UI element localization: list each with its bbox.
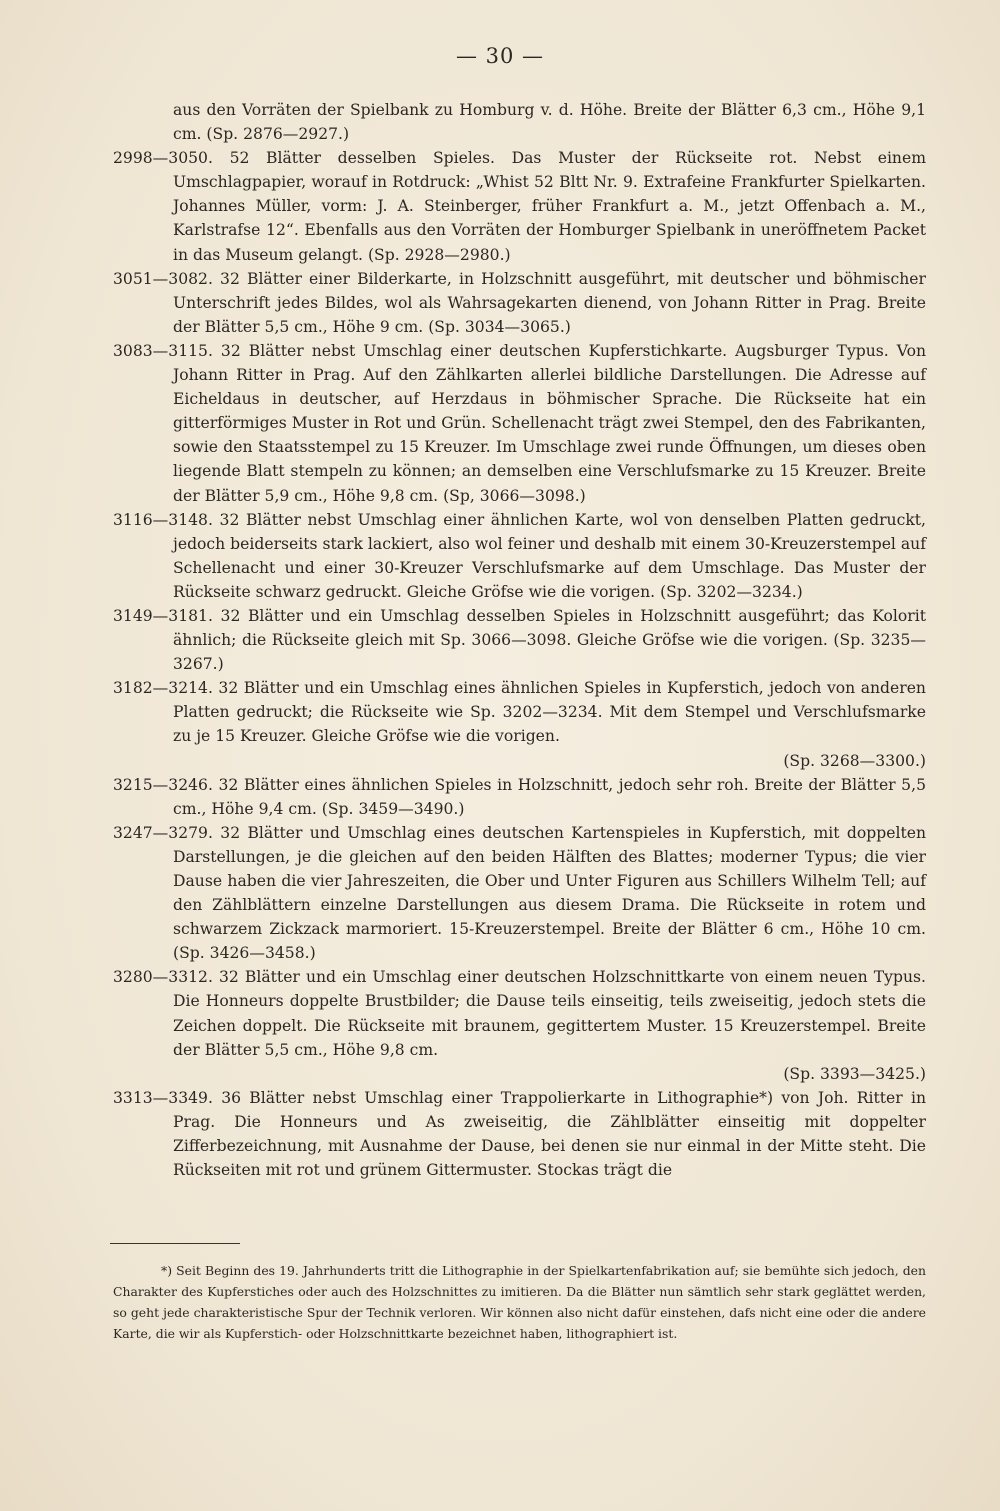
entry-text: 36 Blätter nebst Umschlag einer Trappolierkarte in Lithographie*) von Joh. Ritter in Prag. Die Honneurs und As zweiseitig, die Zählblätter einseitig mit doppelter Zifferbezeichnung, mit Ausnahme der Dause, bei denen sie nur einmal in der Mitte steht. Die Rückseiten mit rot und grünem Gittermuster. Stockas trägt die: [173, 1088, 926, 1180]
entry-number: 3313—3349.: [113, 1088, 213, 1107]
entry-number: 3182—3214.: [113, 679, 213, 698]
entry-text: 32 Blätter nebst Umschlag einer deutschen Kupferstichkarte. Augsburger Typus. Von Johann Ritter in Prag. Auf den Zählkarten allerlei bildliche Darstellungen. Die Adresse auf Eicheldaus in deutscher, auf Herzdaus in böhmischer Sprache. Die Rückseite hat ein gitterförmiges Muster in Rot und Grün. Schellenacht trägt zwei Stempel, den des Fabrikanten, sowie den Staatsstempel zu 15 Kreuzer. Im Umschlage zwei runde Öffnungen, um dieses oben liegende Blatt stempeln zu können; an demselben eine Verschlufsmarke zu 15 Kreuzer. Breite der Blätter 5,9 cm., Höhe 9,8 cm. (Sp, 3066—3098.): [173, 341, 926, 505]
entry-number: 3051—3082.: [113, 269, 213, 288]
entry-number: 3247—3279.: [113, 823, 213, 842]
catalog-entry: [113, 604, 926, 676]
catalog-entry: [113, 676, 926, 748]
catalog-entry: [113, 508, 926, 604]
catalog-entry: [113, 146, 926, 266]
entry-continuation: aus den Vorräten der Spielbank zu Homburg v. d. Höhe. Breite der Blätter 6,3 cm., Höhe 9,1 cm. (Sp. 2876—2927.): [173, 101, 926, 144]
catalog-entry: [113, 1086, 926, 1182]
entry-number: 3116—3148.: [113, 510, 213, 529]
catalog-entry: [113, 965, 926, 1061]
entry-text: 32 Blätter und ein Umschlag eines ähnlichen Spieles in Kupferstich, jedoch von anderen Platten gedruckt; die Rückseite wie Sp. 3202—3234. Mit dem Stempel und Verschlufsmarke zu je 15 Kreuzer. Gleiche Gröfse wie die vorigen.: [173, 679, 926, 746]
footnote-divider: [110, 1243, 240, 1244]
catalog-entry: [113, 267, 926, 339]
entry-text: 52 Blätter desselben Spieles. Das Muster der Rückseite rot. Nebst einem Umschlagpapier, worauf in Rotdruck: „Whist 52 Bltt Nr. 9. Extrafeine Frankfurter Spielkarten. Johannes Müller, vorm: J. A. Steinberger, früher Frankfurt a. M., jetzt Offenbach a. M., Karlstrafse 12“. Ebenfalls aus den Vorräten der Homburger Spielbank in uneröffnetem Packet in das Museum gelangt. (Sp. 2928—2980.): [173, 149, 926, 264]
entry-text: 32 Blätter nebst Umschlag einer ähnlichen Karte, wol von denselben Platten gedruckt, jedoch beiderseits stark lackiert, also wol feiner und deshalb mit einem 30-Kreuzerstempel auf Schellenacht und einer 30-Kreuzer Verschlufsmarke auf dem Umschlage. Das Muster der Rückseite schwarz gedruckt. Gleiche Gröfse wie die vorigen. (Sp. 3202—3234.): [173, 510, 926, 601]
catalog-entry: [113, 821, 926, 966]
entry-text: 32 Blätter einer Bilderkarte, in Holzschnitt ausgeführt, mit deutscher und böhmischer Unterschrift jedes Bildes, wol als Wahrsagekarten dienend, von Johann Ritter in Prag. Breite der Blätter 5,5 cm., Höhe 9 cm. (Sp. 3034—3065.): [173, 269, 926, 336]
page-number: — 30 —: [455, 44, 545, 68]
catalog-text: [113, 98, 926, 1182]
entry-reference: (Sp. 3268—3300.): [783, 751, 926, 770]
entry-number: 2998—3050.: [113, 149, 213, 168]
catalog-entry: [113, 773, 926, 821]
entry-text: 32 Blätter und Umschlag eines deutschen Kartenspieles in Kupferstich, mit doppelten Darstellungen, je die gleichen auf den beiden Hälften des Blattes; moderner Typus; die vier Dause haben die vier Jahreszeiten, die Ober und Unter Figuren aus Schillers Wilhelm Tell; auf den Zählblättern einzelne Darstellungen aus diesem Drama. Die Rückseite in rotem und schwarzem Zickzack marmoriert. 15-Kreuzerstempel. Breite der Blätter 6 cm., Höhe 10 cm. (Sp. 3426—3458.): [173, 823, 926, 963]
entry-text: 32 Blätter und ein Umschlag einer deutschen Holzschnittkarte von einem neuen Typus. Die Honneurs doppelte Brustbilder; die Dause teils einseitig, teils zweiseitig, jedoch stets die Zeichen doppelt. Die Rückseite mit braunem, gegittertem Muster. 15 Kreuzerstempel. Breite der Blätter 5,5 cm., Höhe 9,8 cm.: [173, 968, 926, 1059]
entry-number: 3149—3181.: [113, 606, 213, 625]
entry-reference: (Sp. 3393—3425.): [783, 1064, 926, 1083]
catalog-entry: [113, 339, 926, 508]
entry-number: 3280—3312.: [113, 968, 213, 987]
entry-text: 32 Blätter eines ähnlichen Spieles in Holzschnitt, jedoch sehr roh. Breite der Blätter 5,5 cm., Höhe 9,4 cm. (Sp. 3459—3490.): [173, 775, 926, 818]
footnote: *) Seit Beginn des 19. Jahrhunderts tritt die Lithographie in der Spielkartenfabrikation auf; sie bemühte sich jedoch, den Charakter des Kupferstiches oder auch des Holzschnittes zu imitieren. Da die Blätter nun sämtlich sehr stark geglättet werden, so geht jede charakteristische Spur der Technik verloren. Wir können also nicht dafür einstehen, dafs nicht eine oder die andere Karte, die wir als Kupferstich- oder Holzschnittkarte bezeichnet haben, lithographiert ist.: [113, 1263, 926, 1341]
entry-number: 3083—3115.: [113, 341, 213, 360]
entry-number: 3215—3246.: [113, 775, 213, 794]
entry-text: 32 Blätter und ein Umschlag desselben Spieles in Holzschnitt ausgeführt; das Kolorit ähnlich; die Rückseite gleich mit Sp. 3066—3098. Gleiche Gröfse wie die vorigen. (Sp. 3235—3267.): [173, 606, 926, 674]
